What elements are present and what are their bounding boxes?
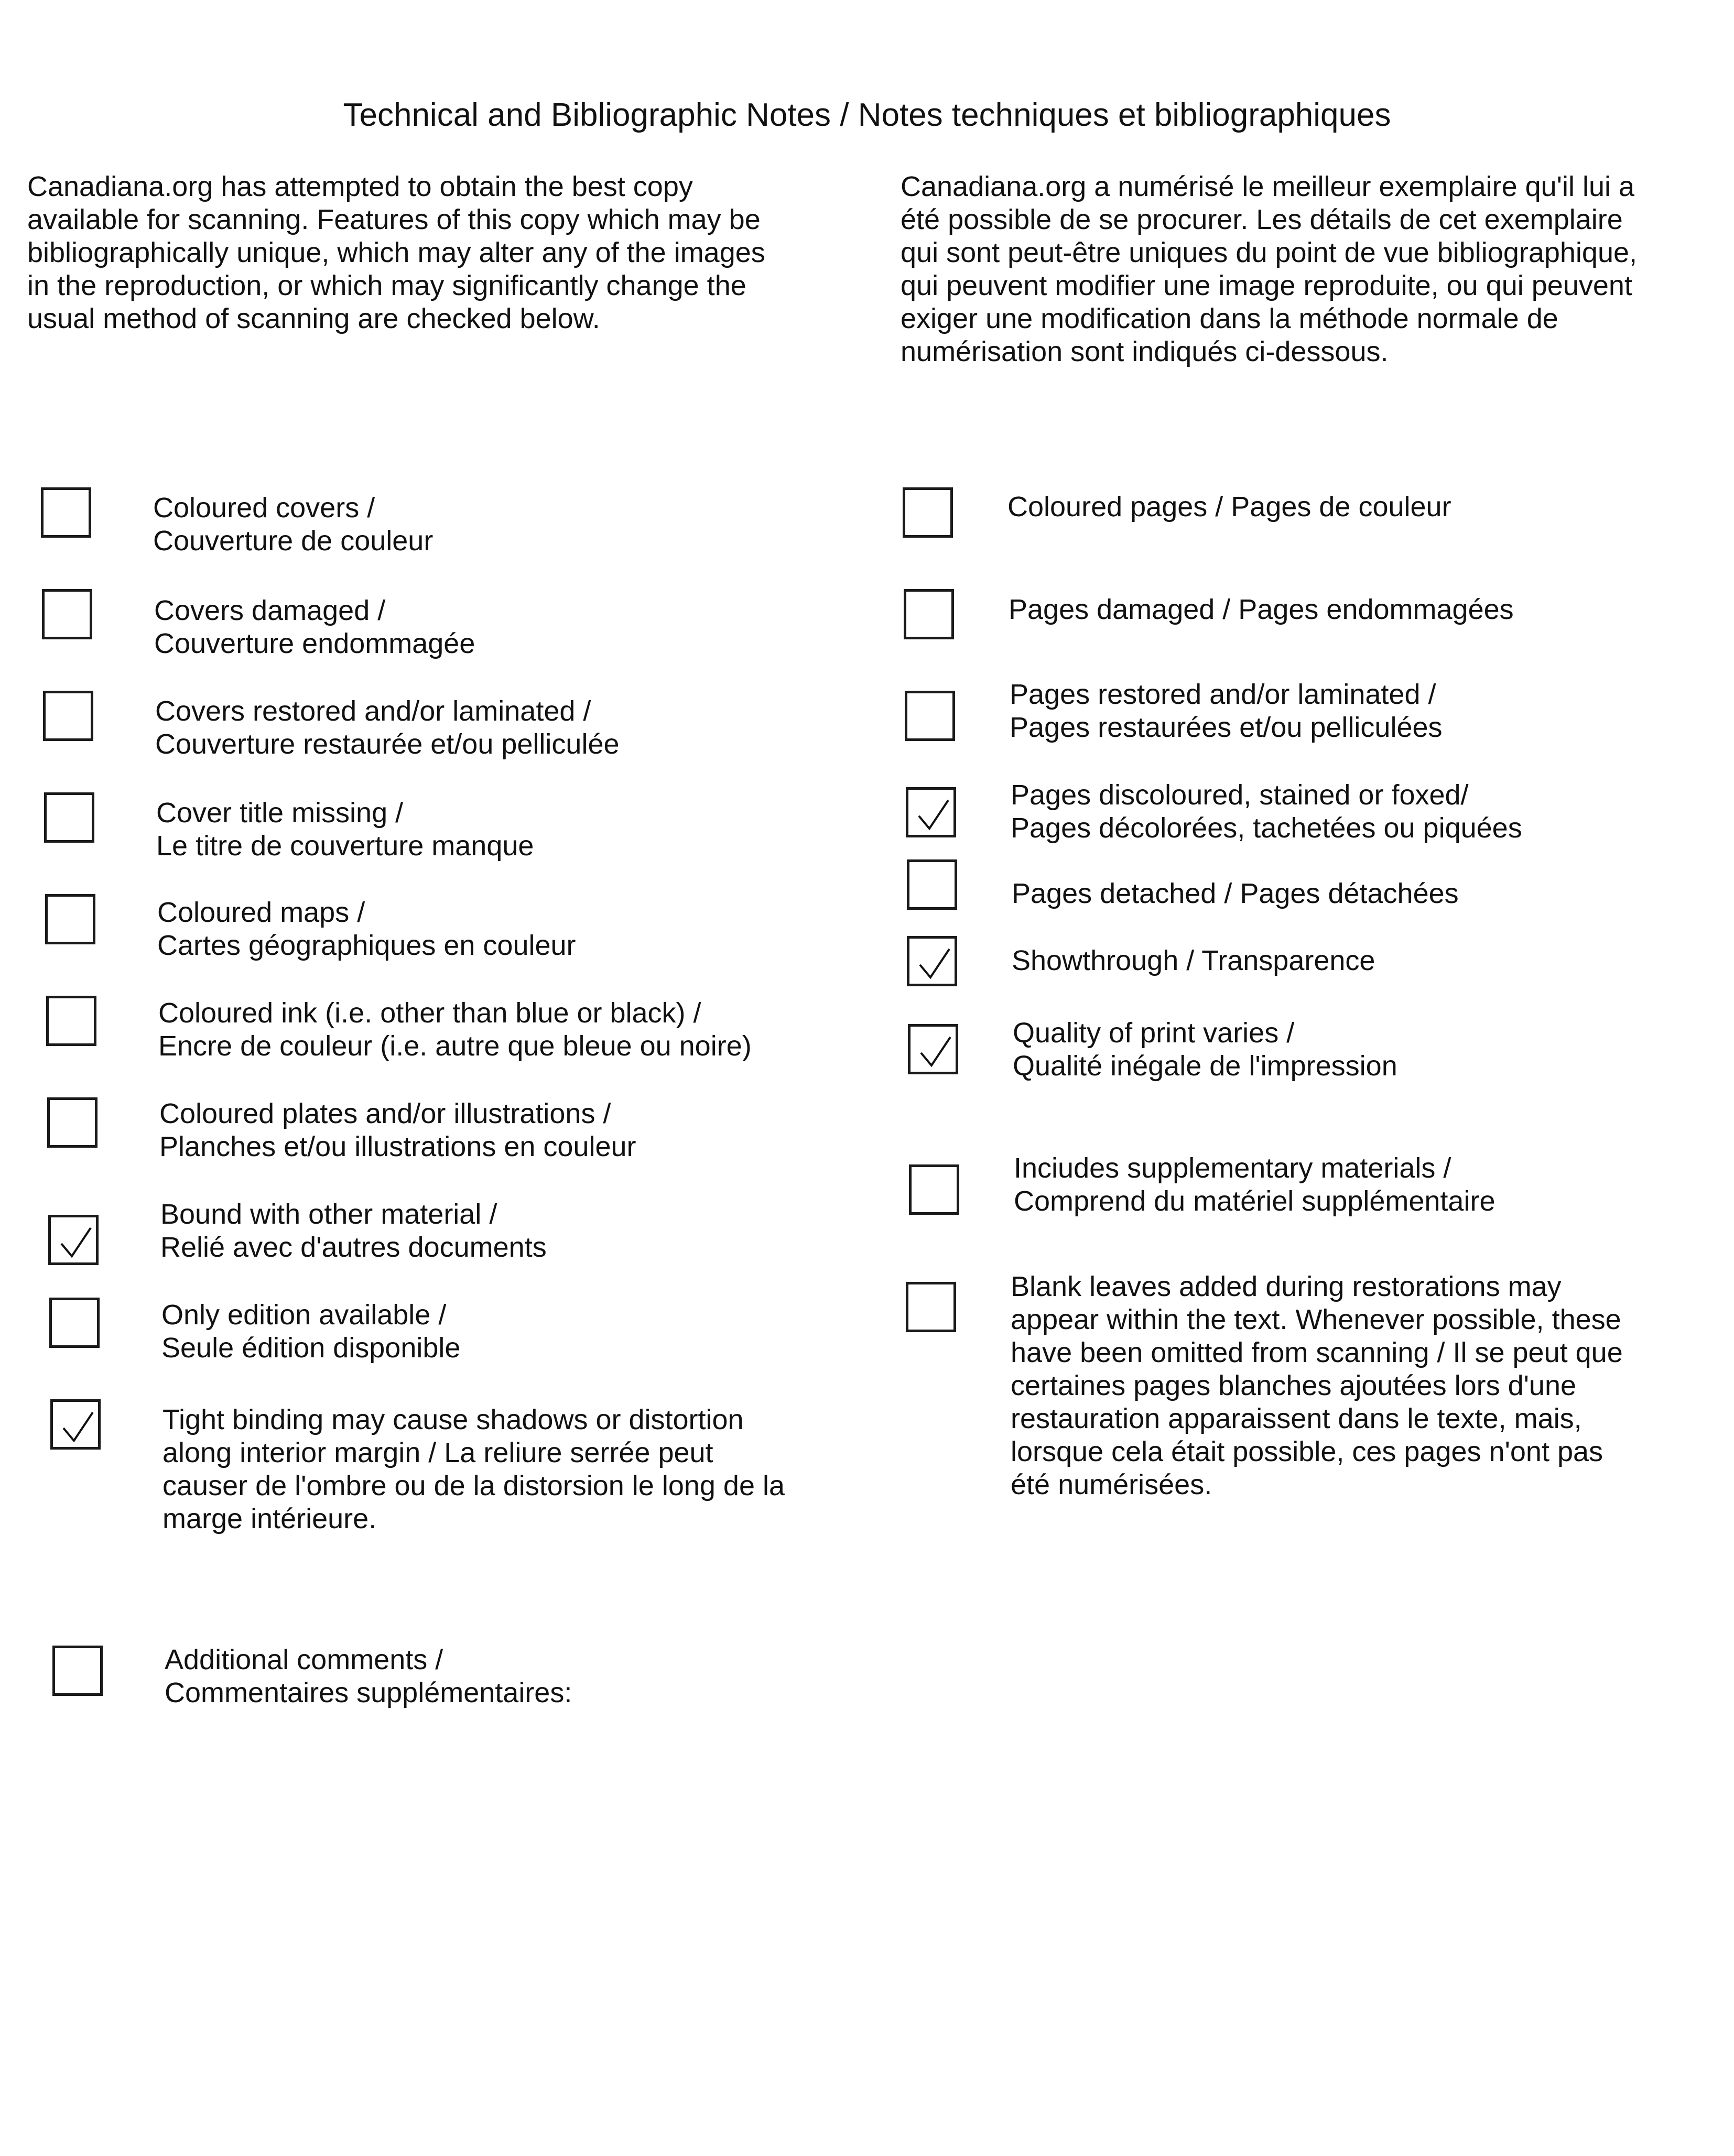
item-label: Pages damaged / Pages endommagées [1009, 594, 1514, 625]
item-label: Cover title missing / Le titre de couverture manque [156, 797, 534, 862]
item-label: Coloured pages / Pages de couleur [1007, 491, 1451, 522]
checkbox[interactable] [906, 787, 956, 837]
item-label: Pages discoloured, stained or foxed/ Pages décolorées, tachetées ou piquées [1011, 779, 1522, 844]
item-label: Showthrough / Transparence [1012, 945, 1375, 976]
intro-english: Canadiana.org has attempted to obtain the best copy available for scanning. Features of this copy which may be bibliographically unique, which may alter any of the images in the reproduction, or which may significantly change the usual method of scanning are checked below. [27, 171, 765, 334]
item-label: Covers damaged / Couverture endommagée [154, 595, 475, 659]
item-label: Tight binding may cause shadows or distortion along interior margin / La reliure serrée peut causer de l'ombre ou de la distorsion le long de la marge intérieure. [162, 1404, 785, 1534]
item-label: Covers restored and/or laminated / Couverture restaurée et/ou pelliculée [155, 695, 620, 760]
item-label: Blank leaves added during restorations may appear within the text. Whenever possible, these have been omitted from scanning / Il se peut que certaines pages blanches ajoutées lors d'une restauration apparaissent dans le texte, mais, lorsque cela était possible, ces pages n'ont pas été numérisées. [1011, 1271, 1623, 1500]
checkbox[interactable] [904, 589, 954, 639]
item-label: Coloured plates and/or illustrations / Planches et/ou illustrations en couleur [159, 1098, 636, 1162]
checkbox[interactable] [50, 1399, 101, 1450]
checkbox[interactable] [48, 1215, 99, 1265]
item-label: Additional comments / Commentaires supplémentaires: [165, 1644, 572, 1708]
checkbox[interactable] [43, 691, 93, 741]
item-label: Only edition available / Seule édition disponible [161, 1299, 461, 1364]
checkmark-icon [916, 797, 951, 833]
checkbox[interactable] [49, 1298, 100, 1348]
checkbox[interactable] [41, 487, 91, 538]
checkbox[interactable] [46, 996, 96, 1046]
checkmark-icon [917, 946, 952, 982]
item-label: Pages detached / Pages détachées [1012, 878, 1459, 909]
checkbox[interactable] [42, 589, 92, 639]
item-label: Bound with other material / Relié avec d'autres documents [160, 1199, 547, 1263]
item-label: Pages restored and/or laminated / Pages restaurées et/ou pelliculées [1010, 679, 1443, 743]
checkbox[interactable] [907, 936, 957, 986]
checkbox[interactable] [905, 691, 955, 741]
item-label: Inciudes supplementary materials / Comprend du matériel supplémentaire [1014, 1152, 1495, 1217]
checkmark-icon [58, 1225, 94, 1260]
checkbox[interactable] [906, 1282, 956, 1332]
checkbox[interactable] [903, 487, 953, 538]
checkmark-icon [60, 1409, 96, 1445]
item-label: Quality of print varies / Qualité inégale de l'impression [1013, 1017, 1397, 1082]
checkbox[interactable] [908, 1024, 958, 1074]
intro-french: Canadiana.org a numérisé le meilleur exemplaire qu'il lui a été possible de se procurer. Les détails de cet exemplaire qui sont peut-être uniques du point de vue bibliographique, qui peuvent modifier une image reproduite, ou qui peuvent exiger une modification dans la méthode normale de numérisation sont indiqués ci-dessous. [901, 171, 1638, 367]
checkbox[interactable] [907, 859, 957, 910]
checkbox[interactable] [44, 792, 94, 843]
checkbox[interactable] [909, 1164, 959, 1215]
item-label: Coloured maps / Cartes géographiques en couleur [157, 897, 576, 961]
item-label: Coloured covers / Couverture de couleur [153, 492, 434, 557]
item-label: Coloured ink (i.e. other than blue or black) / Encre de couleur (i.e. autre que bleue ou noire) [158, 997, 752, 1062]
checkbox[interactable] [52, 1646, 103, 1696]
page-title: Technical and Bibliographic Notes / Notes techniques et bibliographiques [343, 97, 1391, 133]
checkbox[interactable] [47, 1097, 97, 1148]
checkbox[interactable] [45, 894, 95, 944]
checkmark-icon [918, 1034, 953, 1070]
